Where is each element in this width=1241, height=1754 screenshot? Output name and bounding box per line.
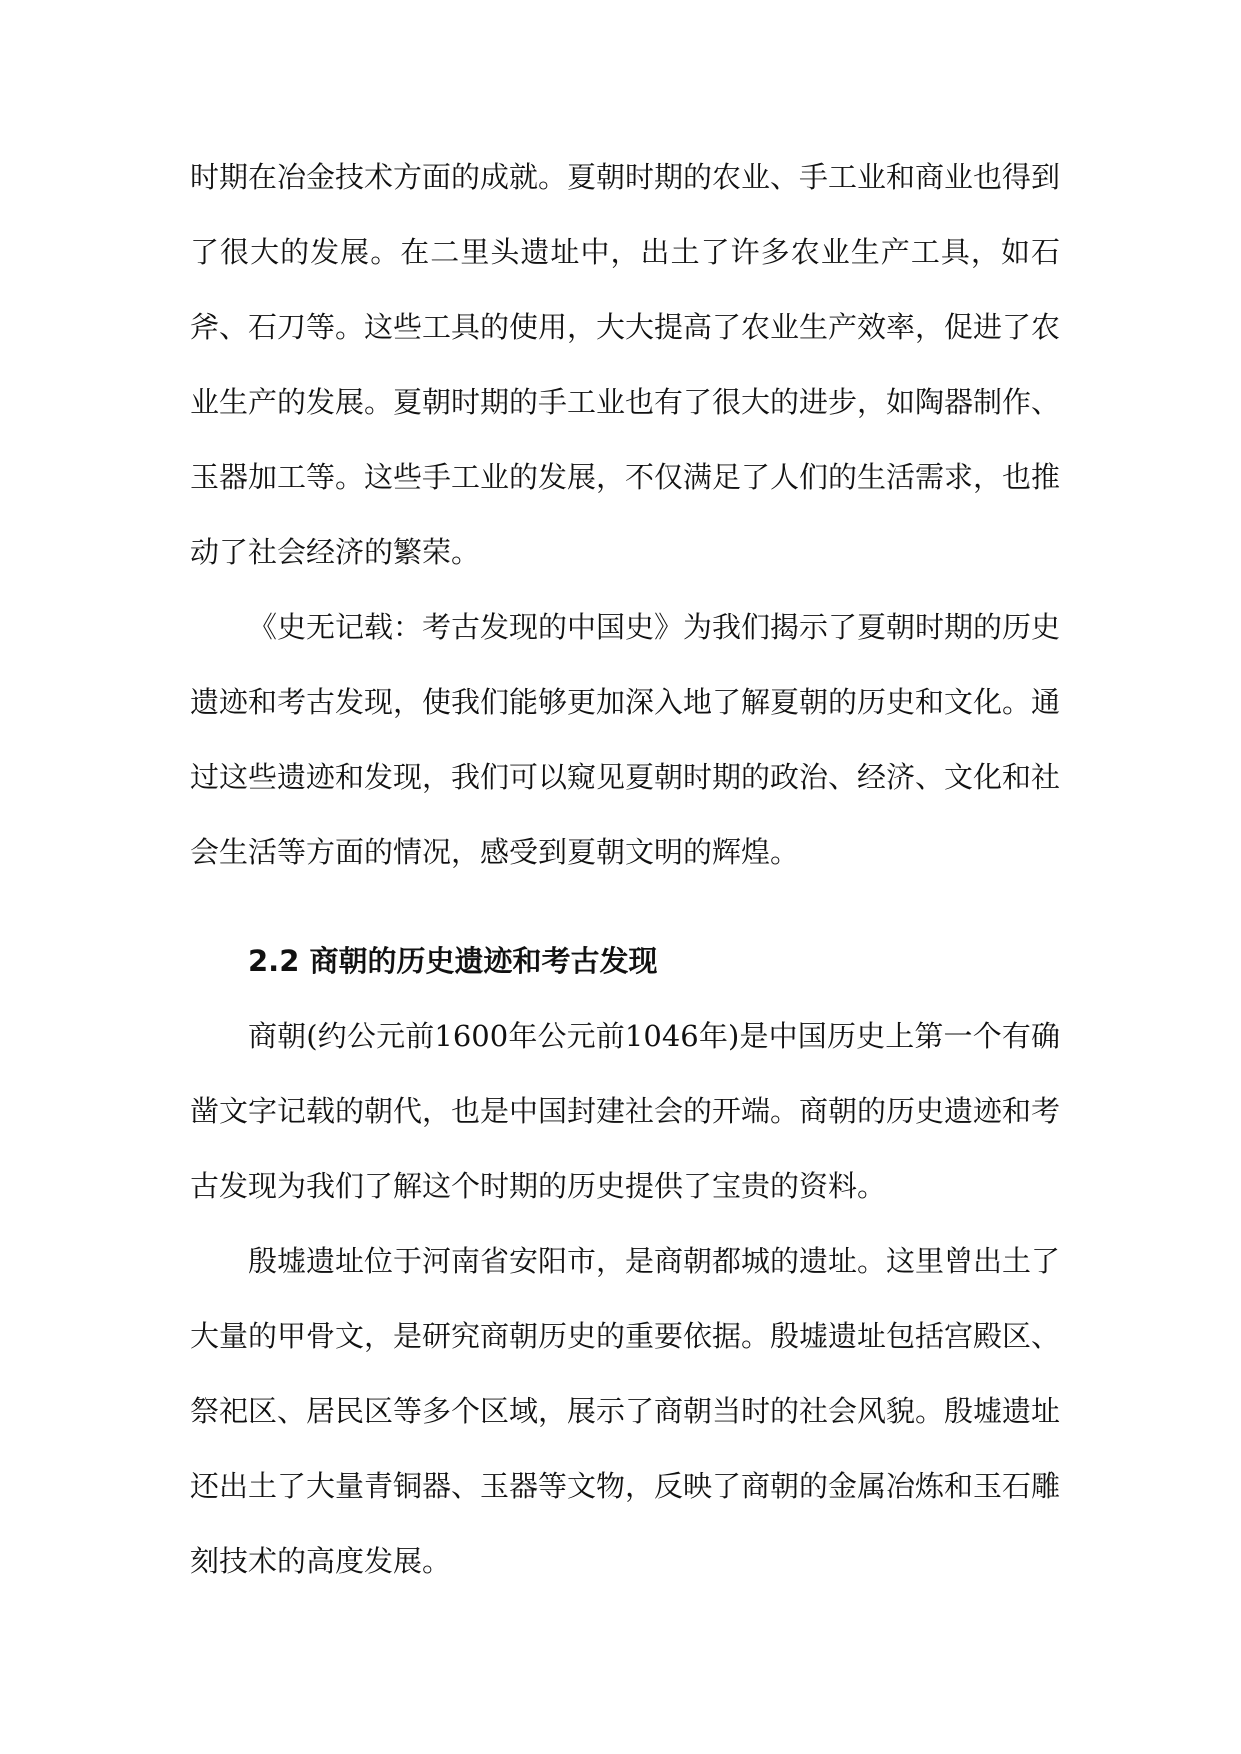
paragraph-book-summary: 《史无记载：考古发现的中国史》为我们揭示了夏朝时期的历史遗迹和考古发现，使我们能够更加深入地了解夏朝的历史和文化。通过这些遗迹和发现，我们可以窥见夏朝时期的政治、经济、文化和社会生活等方面的情况，感受到夏朝文明的辉煌。 xyxy=(190,610,1061,869)
section-heading: 2.2 商朝的历史遗迹和考古发现 xyxy=(248,944,658,978)
paragraph-yinxu: 殷墟遗址位于河南省安阳市，是商朝都城的遗址。这里曾出土了大量的甲骨文，是研究商朝历史的重要依据。殷墟遗址包括宫殿区、祭祀区、居民区等多个区域，展示了商朝当时的社会风貌。殷墟遗址还出土了大量青铜器、玉器等文物，反映了商朝的金属冶炼和玉石雕刻技术的高度发展。 xyxy=(190,1244,1061,1578)
spacer xyxy=(190,890,1060,924)
paragraph-continued: 时期在冶金技术方面的成就。夏朝时期的农业、手工业和商业也得到了很大的发展。在二里头遗址中，出土了许多农业生产工具，如石斧、石刀等。这些工具的使用，大大提高了农业生产效率，促进了农业生产的发展。夏朝时期的手工业也有了很大的进步，如陶器制作、玉器加工等。这些手工业的发展，不仅满足了人们的生活需求，也推动了社会经济的繁荣。 xyxy=(190,160,1061,569)
paragraph-shang-intro: 商朝(约公元前1600年公元前1046年)是中国历史上第一个有确凿文字记载的朝代，也是中国封建社会的开端。商朝的历史遗迹和考古发现为我们了解这个时期的历史提供了宝贵的资料。 xyxy=(190,1019,1061,1203)
page-content xyxy=(190,140,1060,1599)
